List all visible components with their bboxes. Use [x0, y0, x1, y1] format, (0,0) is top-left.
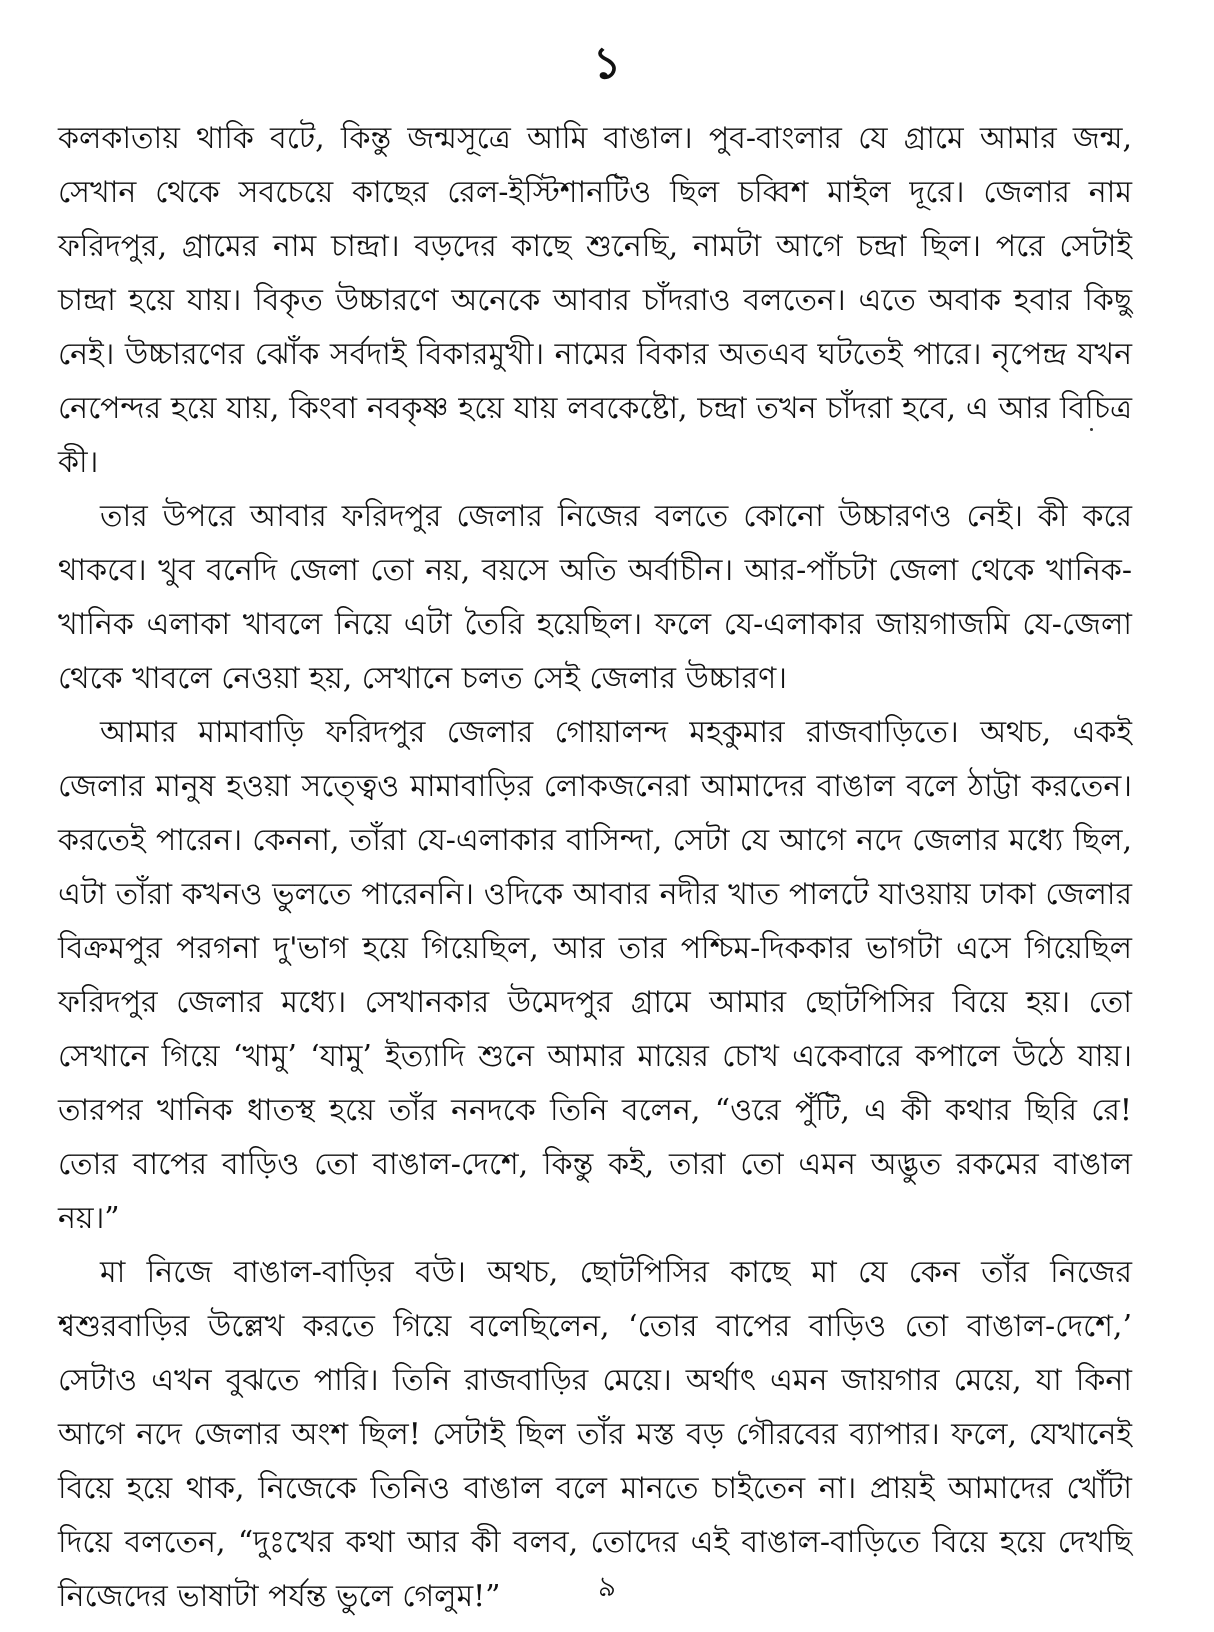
chapter-number: ১ [592, 38, 622, 89]
paragraph-2: তার উপরে আবার ফরিদপুর জেলার নিজের বলতে কোনো উচ্চারণও নেই। কী করে থাকবে। খুব বনেদি জেলা তো নয়, বয়সে অতি অর্বাচীন। আর-পাঁচটা জেলা থেকে খানিক-খানিক এলাকা খাবলে নিয়ে এটা তৈরি হয়েছিল। ফলে যে-এলাকার জায়গাজমি যে-জেলা থেকে খাবলে নেওয়া হয়, সেখানে চলত সেই জেলার উচ্চারণ। [58, 499, 1132, 696]
page-number: ৯ [597, 1570, 617, 1603]
scan-speck [1090, 428, 1093, 431]
body-text [58, 112, 1132, 1624]
paragraph-4: মা নিজে বাঙাল-বাড়ির বউ। অথচ, ছোটপিসির কাছে মা যে কেন তাঁর নিজের শ্বশুরবাড়ির উল্লেখ করতে গিয়ে বলেছিলেন, ‘তোর বাপের বাড়িও তো বাঙাল-দেশে,’ সেটাও এখন বুঝতে পারি। তিনি রাজবাড়ির মেয়ে। অর্থাৎ এমন জায়গার মেয়ে, যা কিনা আগে নদে জেলার অংশ ছিল! সেটাই ছিল তাঁর মস্ত বড় গৌরবের ব্যাপার। ফলে, যেখানেই বিয়ে হয়ে থাক, নিজেকে তিনিও বাঙাল বলে মানতে চাইতেন না। প্রায়ই আমাদের খোঁটা দিয়ে বলতেন, “দুঃখের কথা আর কী বলব, তোদের এই বাঙাল-বাড়িতে বিয়ে হয়ে দেখছি নিজেদের ভাষাটা পর্যন্ত ভুলে গেলুম!” [58, 1255, 1132, 1614]
paragraph-1: কলকাতায় থাকি বটে, কিন্তু জন্মসূত্রে আমি বাঙাল। পুব-বাংলার যে গ্রামে আমার জন্ম, সেখান থেকে সবচেয়ে কাছের রেল-ইস্টিশানটিও ছিল চব্বিশ মাইল দূরে। জেলার নাম ফরিদপুর, গ্রামের নাম চান্দ্রা। বড়দের কাছে শুনেছি, নামটা আগে চন্দ্রা ছিল। পরে সেটাই চান্দ্রা হয়ে যায়। বিকৃত উচ্চারণে অনেকে আবার চাঁদরাও বলতেন। এতে অবাক হবার কিছু নেই। উচ্চারণের ঝোঁক সর্বদাই বিকারমুখী। নামের বিকার অতএব ঘটতেই পারে। নৃপেন্দ্র যখন নেপেন্দর হয়ে যায়, কিংবা নবকৃষ্ণ হয়ে যায় লবকেষ্টো, চন্দ্রা তখন চাঁদরা হবে, এ আর বিচিত্র কী। [58, 121, 1132, 480]
paragraph-3: আমার মামাবাড়ি ফরিদপুর জেলার গোয়ালন্দ মহকুমার রাজবাড়িতে। অথচ, একই জেলার মানুষ হওয়া সত্ত্বেও মামাবাড়ির লোকজনেরা আমাদের বাঙাল বলে ঠাট্টা করতেন। করতেই পারেন। কেননা, তাঁরা যে-এলাকার বাসিন্দা, সেটা যে আগে নদে জেলার মধ্যে ছিল, এটা তাঁরা কখনও ভুলতে পারেননি। ওদিকে আবার নদীর খাত পালটে যাওয়ায় ঢাকা জেলার বিক্রমপুর পরগনা দু'ভাগ হয়ে গিয়েছিল, আর তার পশ্চিম-দিককার ভাগটা এসে গিয়েছিল ফরিদপুর জেলার মধ্যে। সেখানকার উমেদপুর গ্রামে আমার ছোটপিসির বিয়ে হয়। তো সেখানে গিয়ে ‘খামু’ ‘যামু’ ইত্যাদি শুনে আমার মায়ের চোখ একেবারে কপালে উঠে যায়। তারপর খানিক ধাতস্থ হয়ে তাঁর ননদকে তিনি বলেন, “ওরে পুঁটি, এ কী কথার ছিরি রে! তোর বাপের বাড়িও তো বাঙাল-দেশে, কিন্তু কই, তারা তো এমন অদ্ভুত রকমের বাঙাল নয়।” [58, 715, 1132, 1236]
